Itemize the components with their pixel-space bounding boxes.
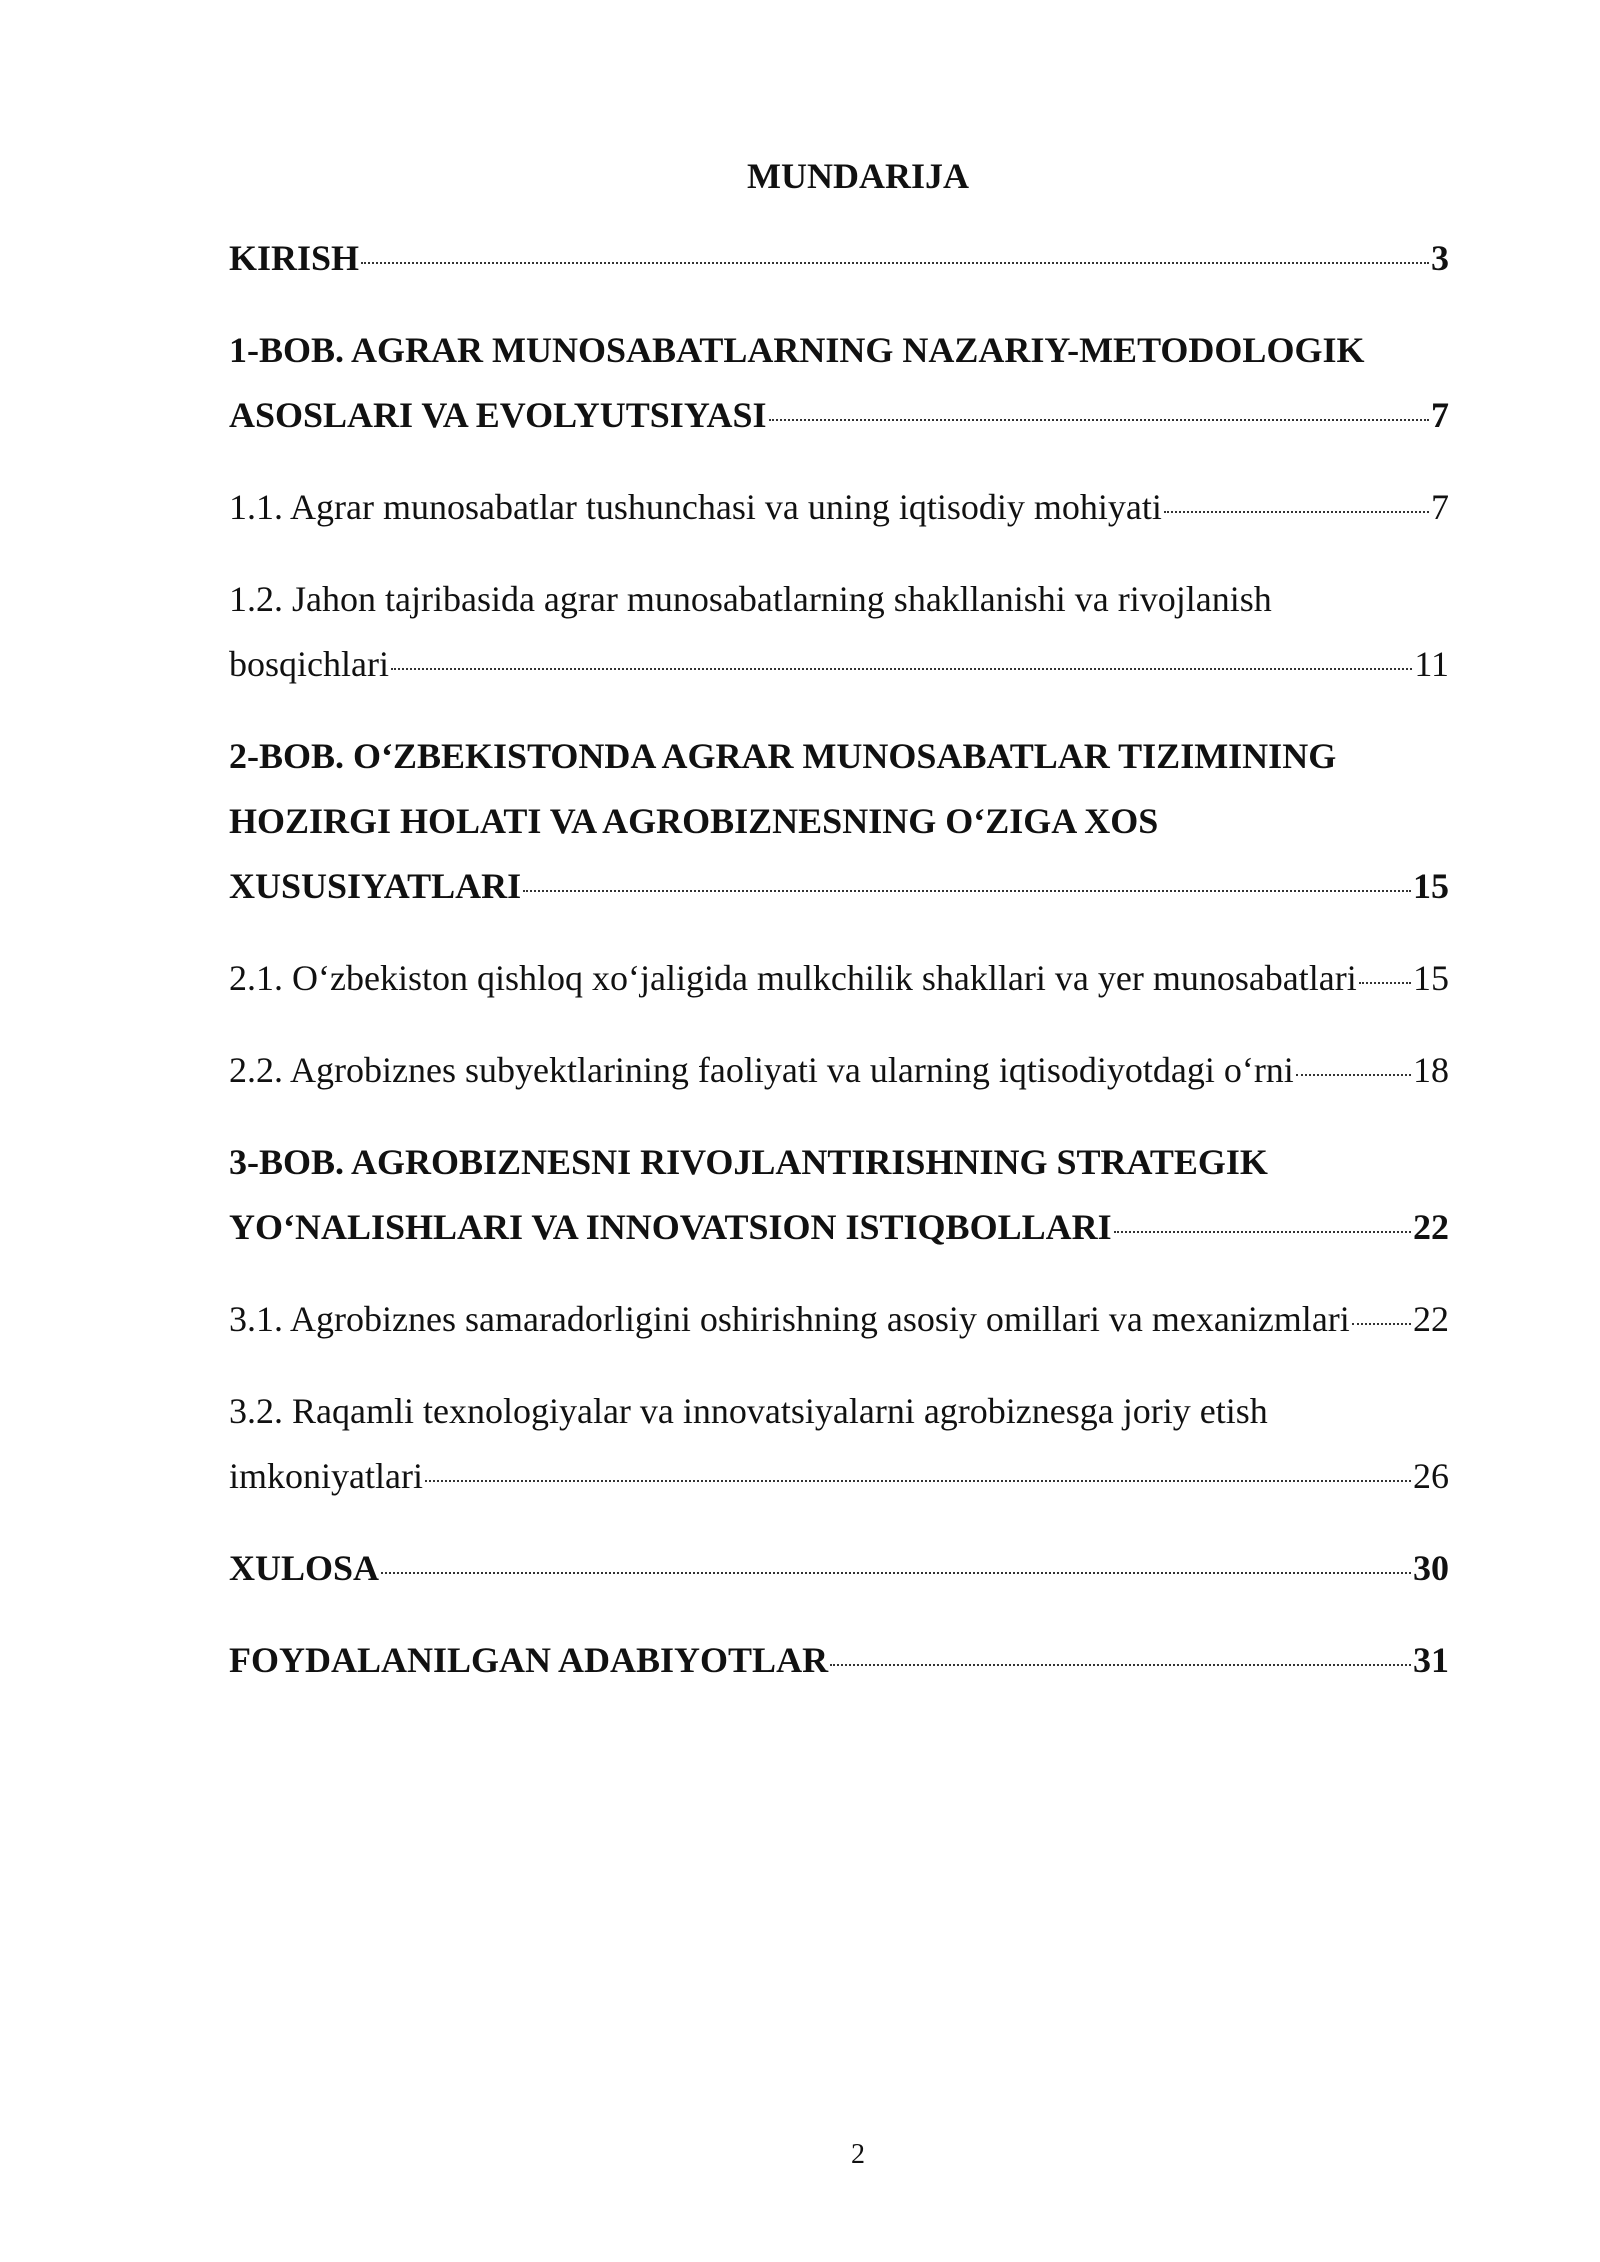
dot-leader [1359,982,1411,984]
toc-page-number: 26 [1413,1456,1449,1496]
dot-leader [1114,1231,1411,1233]
toc-entry-text-line: YO‘NALISHLARI VA INNOVATSION ISTIQBOLLARI [229,1207,1112,1247]
dot-leader [381,1572,1411,1574]
toc-page-number: 30 [1413,1548,1449,1588]
toc-entry-text-line: 1.2. Jahon tajribasida agrar munosabatlarning shakllanishi va rivojlanish [229,579,1272,619]
dot-leader [1352,1323,1411,1325]
page-number: 2 [851,2139,865,2170]
toc-entry-text-line: ASOSLARI VA EVOLYUTSIYASI [229,395,767,435]
toc-entry-text: XULOSA [229,1548,380,1588]
toc-page-number: 18 [1413,1050,1449,1090]
toc-entry-text: 1.1. Agrar munosabatlar tushunchasi va uning iqtisodiy mohiyati [229,487,1162,527]
toc-page-number: 7 [1431,395,1449,435]
dot-leader [769,419,1429,421]
toc-page-number: 22 [1413,1299,1449,1339]
dot-leader [523,890,1411,892]
toc-entry-chapter-3[interactable] [229,1130,1449,1260]
dot-leader [1296,1074,1411,1076]
toc-entry-kirish[interactable] [229,226,1449,291]
toc-entry-text-line: imkoniyatlari [229,1456,423,1496]
toc-page-number: 31 [1413,1640,1449,1680]
toc-entry-text-line: 3-BOB. AGROBIZNESNI RIVOJLANTIRISHNING STRATEGIK [229,1142,1268,1182]
toc-entry-text: 2.1. O‘zbekiston qishloq xo‘jaligida mulkchilik shakllari va yer munosabatlari [229,958,1357,998]
dot-leader [391,668,1412,670]
dot-leader [425,1480,1411,1482]
toc-entry-text-line: 2-BOB. O‘ZBEKISTONDA AGRAR MUNOSABATLAR TIZIMINING [229,736,1337,776]
toc-page-number: 15 [1413,866,1449,906]
document-title: MUNDARIJA [747,156,969,196]
toc-entry-text: 2.2. Agrobiznes subyektlarining faoliyati va ularning iqtisodiyotdagi o‘rni [229,1050,1294,1090]
dot-leader [830,1664,1411,1666]
toc-entry-text: KIRISH [229,238,360,278]
toc-entry-text-line: 3.2. Raqamli texnologiyalar va innovatsiyalarni agrobiznesga joriy etish [229,1391,1268,1431]
toc-entry-chapter-2[interactable] [229,724,1449,919]
toc-page-number: 22 [1413,1207,1449,1247]
toc-entry-chapter-1[interactable] [229,318,1449,448]
toc-entry-text-line: XUSUSIYATLARI [229,866,522,906]
toc-entry-section-2-2[interactable] [229,1038,1449,1103]
toc-page-number: 3 [1431,238,1449,278]
toc-entry-bibliography[interactable] [229,1628,1449,1693]
toc-entry-section-1-2[interactable] [229,567,1449,697]
toc-page-number: 15 [1413,958,1449,998]
toc-entry-text-line: HOZIRGI HOLATI VA AGROBIZNESNING O‘ZIGA XOS [229,801,1159,841]
toc-entry-section-2-1[interactable] [229,946,1449,1011]
toc-entry-text-line: bosqichlari [229,644,389,684]
toc-entry-section-1-1[interactable] [229,475,1449,540]
dot-leader [361,262,1429,264]
toc-entry-text: FOYDALANILGAN ADABIYOTLAR [229,1640,829,1680]
dot-leader [1164,511,1429,513]
toc-entry-text: 3.1. Agrobiznes samaradorligini oshirishning asosiy omillari va mexanizmlari [229,1299,1350,1339]
toc-entry-section-3-2[interactable] [229,1379,1449,1509]
toc-page-number: 7 [1431,487,1449,527]
toc-entry-xulosa[interactable] [229,1536,1449,1601]
toc-entry-section-3-1[interactable] [229,1287,1449,1352]
toc-page-number: 11 [1414,644,1449,684]
table-of-contents [229,226,1449,1720]
toc-entry-text-line: 1-BOB. AGRAR MUNOSABATLARNING NAZARIY-METODOLOGIK [229,330,1365,370]
